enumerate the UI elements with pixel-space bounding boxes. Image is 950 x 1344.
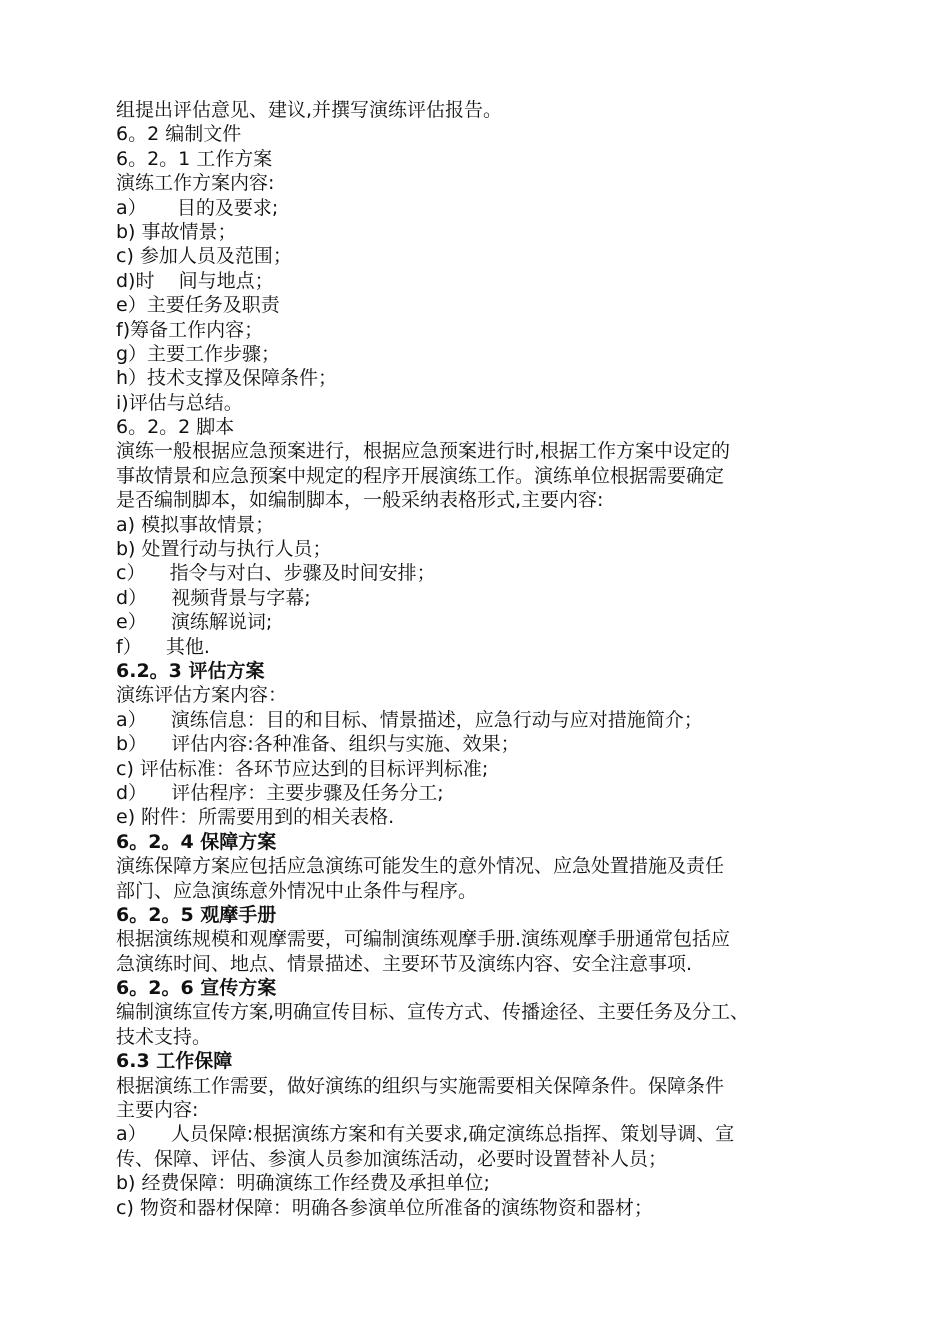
text-line: c) 参加人员及范围； xyxy=(116,245,292,268)
text-line: 根据演练规模和观摩需要，可编制演练观摩手册.演练观摩手册通常包括应 xyxy=(116,928,731,951)
section-heading: 6.2。3 评估方案 xyxy=(116,659,265,682)
section-heading: 6。2。5 观摩手册 xyxy=(116,903,277,926)
text-line: i)评估与总结。 xyxy=(116,391,243,414)
text-line: 急演练时间、地点、情景描述、主要环节及演练内容、安全注意事项. xyxy=(116,952,693,975)
text-line: 演练一般根据应急预案进行，根据应急预案进行时,根据工作方案中设定的 xyxy=(116,440,731,463)
text-line: c） 指令与对白、步骤及时间安排； xyxy=(116,562,436,585)
text-line: e) 附件：所需要用到的相关表格. xyxy=(116,806,395,829)
text-line: 是否编制脚本，如编制脚本，一般采纳表格形式,主要内容: xyxy=(116,489,604,512)
text-line: b) 经费保障：明确演练工作经费及承担单位; xyxy=(116,1172,490,1195)
text-line: 演练工作方案内容: xyxy=(116,172,275,195)
text-line: 主要内容: xyxy=(116,1099,199,1122)
text-line: 传、保障、评估、参演人员参加演练活动，必要时设置替补人员； xyxy=(116,1147,668,1170)
text-line: a） 人员保障:根据演练方案和有关要求,确定演练总指挥、策划导调、宣 xyxy=(116,1123,735,1146)
text-line: f） 其他. xyxy=(116,635,210,658)
text-line: 演练保障方案应包括应急演练可能发生的意外情况、应急处置措施及责任 xyxy=(116,855,725,878)
text-line: c) 评估标准：各环节应达到的目标评判标准; xyxy=(116,757,489,780)
text-line: h）技术支撑及保障条件； xyxy=(116,367,338,390)
text-line: 演练评估方案内容： xyxy=(116,684,288,707)
text-line: b) 处置行动与执行人员； xyxy=(116,538,332,561)
section-heading: 6.3 工作保障 xyxy=(116,1050,233,1073)
text-line: 6。2 编制文件 xyxy=(116,123,242,146)
text-line: b） 评估内容:各种准备、组织与实施、效果； xyxy=(116,733,520,756)
text-line: 技术支持。 xyxy=(116,1025,212,1048)
text-line: e） 演练解说词; xyxy=(116,611,273,634)
section-heading: 6。2。4 保障方案 xyxy=(116,830,277,853)
text-line: 事故情景和应急预案中规定的程序开展演练工作。演练单位根据需要确定 xyxy=(116,464,725,487)
text-line: 编制演练宣传方案,明确宣传目标、宣传方式、传播途径、主要任务及分工、 xyxy=(116,1001,750,1024)
text-line: f)筹备工作内容； xyxy=(116,318,264,341)
text-line: d)时 间与地点； xyxy=(116,269,274,292)
text-line: 组提出评估意见、建议,并撰写演练评估报告。 xyxy=(116,99,503,121)
text-line: e）主要任务及职责 xyxy=(116,294,280,317)
document-body xyxy=(116,98,846,1220)
text-line: a） 演练信息：目的和目标、情景描述，应急行动与应对措施简介； xyxy=(116,708,703,731)
text-line: a) 模拟事故情景； xyxy=(116,513,275,536)
text-line: c) 物资和器材保障：明确各参演单位所准备的演练物资和器材； xyxy=(116,1196,653,1219)
text-line: a） 目的及要求; xyxy=(116,196,279,219)
text-line: 根据演练工作需要，做好演练的组织与实施需要相关保障条件。保障条件 xyxy=(116,1074,725,1097)
text-line: g）主要工作步骤； xyxy=(116,342,281,365)
text-line: 6。2。2 脚本 xyxy=(116,416,235,439)
text-line: 6。2。1 工作方案 xyxy=(116,147,273,170)
text-line: d） 评估程序：主要步骤及任务分工; xyxy=(116,781,444,804)
text-line: b) 事故情景； xyxy=(116,220,237,243)
section-heading: 6。2。6 宣传方案 xyxy=(116,977,277,1000)
text-line: d） 视频背景与字幕; xyxy=(116,586,311,609)
text-line: 部门、应急演练意外情况中止条件与程序。 xyxy=(116,879,478,902)
